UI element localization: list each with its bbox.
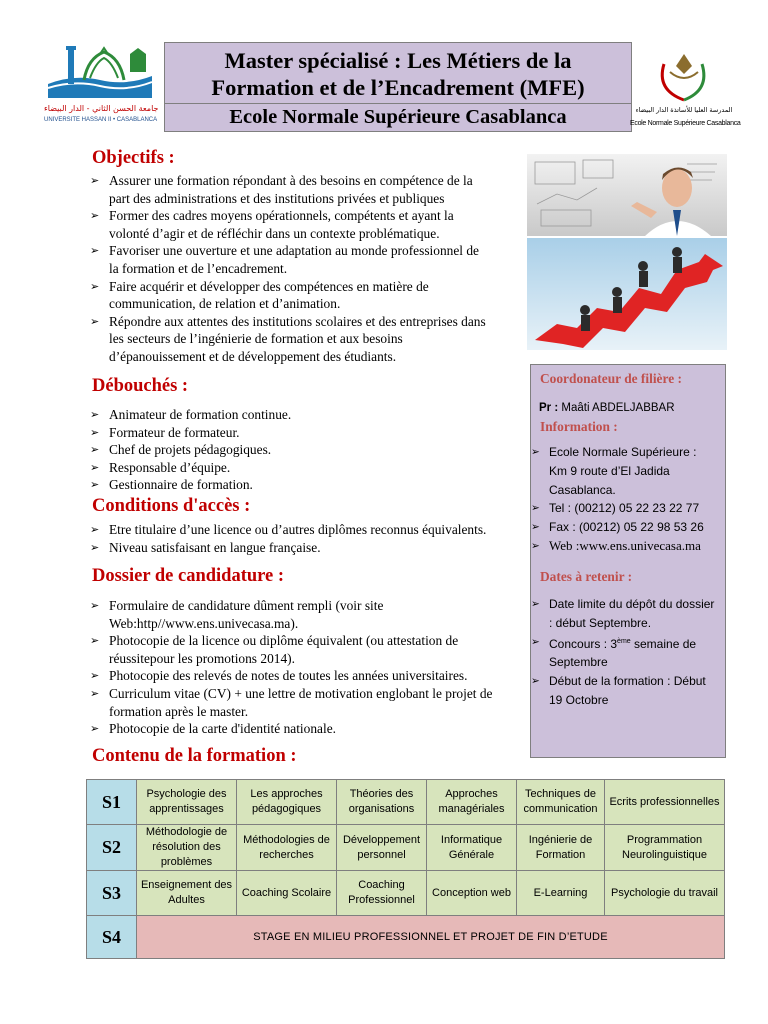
module-cell: Psychologie du travail bbox=[605, 871, 725, 916]
list-item: ➢ Photocopie de la carte d'identité nationale. bbox=[90, 720, 520, 738]
objectifs-list bbox=[90, 172, 488, 366]
conditions-heading: Conditions d'accès : bbox=[92, 496, 251, 516]
date-concours: ➢ Concours : 3ème semaine de Septembre bbox=[531, 633, 721, 673]
module-cell: Coaching Scolaire bbox=[237, 871, 337, 916]
module-cell: Conception web bbox=[427, 871, 517, 916]
information-list bbox=[531, 443, 723, 556]
info-fax: ➢ Fax : (00212) 05 22 98 53 26 bbox=[531, 518, 723, 537]
stage-cell: STAGE EN MILIEU PROFESSIONNEL ET PROJET DE FIN D’ETUDE bbox=[137, 916, 725, 959]
date-deadline: ➢ Date limite du dépôt du dossier : début Septembre. bbox=[531, 595, 721, 633]
module-cell: Théories des organisations bbox=[337, 780, 427, 825]
coordinator-heading: Coordonateur de filière : bbox=[540, 371, 682, 386]
semester-cell: S4 bbox=[87, 916, 137, 959]
info-address: ➢ Ecole Normale Supérieure : Km 9 route d’El Jadida Casablanca. bbox=[531, 443, 723, 499]
list-item: ➢ Favoriser une ouverture et une adaptation au monde professionnel de la formation et de l’encadrement. bbox=[90, 242, 488, 277]
conditions-list bbox=[90, 521, 526, 556]
school-name: Ecole Normale Supérieure Casablanca bbox=[229, 106, 567, 128]
module-cell: Les approches pédagogiques bbox=[237, 780, 337, 825]
logo-right-text: Ecole Normale Supérieure Casablanca bbox=[630, 120, 741, 127]
table-row bbox=[87, 780, 725, 825]
date-start: ➢ Début de la formation : Début 19 Octobre bbox=[531, 672, 721, 710]
semester-cell: S2 bbox=[87, 825, 137, 871]
list-item: ➢ Etre titulaire d’une licence ou d’autres diplômes reconnus équivalents. bbox=[90, 521, 526, 539]
page-title-line2: Formation et de l’Encadrement (MFE) bbox=[211, 75, 585, 100]
table-row bbox=[87, 871, 725, 916]
info-web: ➢ Web :www.ens.univecasa.ma bbox=[531, 537, 723, 556]
module-cell: Méthodologie de résolution des problèmes bbox=[137, 825, 237, 871]
university-logo bbox=[44, 44, 159, 128]
module-cell: Psychologie des apprentissages bbox=[137, 780, 237, 825]
logo-left-arabic: جامعة الحسن الثاني - الدار البيضاء bbox=[44, 104, 159, 113]
contenu-heading: Contenu de la formation : bbox=[92, 746, 297, 766]
coordinator-name bbox=[539, 399, 675, 418]
list-item: ➢ Responsable d’équipe. bbox=[90, 459, 510, 477]
information-heading: Information : bbox=[540, 419, 618, 434]
module-cell: Techniques de communication bbox=[517, 780, 605, 825]
list-item: ➢ Animateur de formation continue. bbox=[90, 406, 510, 424]
module-cell: Ecrits professionnelles bbox=[605, 780, 725, 825]
table-row bbox=[87, 916, 725, 959]
module-cell: Informatique Générale bbox=[427, 825, 517, 871]
list-item: ➢ Gestionnaire de formation. bbox=[90, 476, 510, 494]
list-item: ➢ Curriculum vitae (CV) + une lettre de motivation englobant le projet de formation après le master. bbox=[90, 685, 520, 720]
ens-emblem-icon bbox=[630, 44, 738, 104]
debouches-heading: Débouchés : bbox=[92, 376, 189, 396]
dates-list bbox=[531, 595, 721, 710]
module-cell: Programmation Neurolinguistique bbox=[605, 825, 725, 871]
module-cell: Enseignement des Adultes bbox=[137, 871, 237, 916]
list-item: ➢ Former des cadres moyens opérationnels, compétents et ayant la volonté d’agir et de réfléchir dans un contexte problématique. bbox=[90, 207, 488, 242]
module-cell: E-Learning bbox=[517, 871, 605, 916]
semester-cell: S3 bbox=[87, 871, 137, 916]
title-box bbox=[164, 42, 632, 132]
curriculum-table bbox=[86, 779, 725, 959]
university-emblem-icon bbox=[44, 44, 159, 128]
list-item: ➢ Chef de projets pédagogiques. bbox=[90, 441, 510, 459]
dates-heading: Dates à retenir : bbox=[540, 569, 633, 584]
module-cell: Développement personnel bbox=[337, 825, 427, 871]
page-title-line1: Master spécialisé : Les Métiers de la bbox=[224, 48, 572, 73]
business-growth-illustration-icon bbox=[527, 154, 727, 350]
list-item: ➢ Formulaire de candidature dûment rempli (voir site Web:http//www.ens.univecasa.ma). bbox=[90, 597, 520, 632]
logo-right-arabic: المدرسة العليا للأساتذة الدار البيضاء bbox=[635, 106, 733, 114]
info-sidebox bbox=[530, 364, 726, 758]
objectifs-heading: Objectifs : bbox=[92, 148, 175, 168]
coordinator-prefix: Pr : bbox=[539, 402, 562, 414]
dossier-heading: Dossier de candidature : bbox=[92, 566, 285, 586]
dossier-list bbox=[90, 597, 520, 738]
illustration-image bbox=[527, 154, 727, 350]
list-item: ➢ Niveau satisfaisant en langue française. bbox=[90, 539, 526, 557]
debouches-list bbox=[90, 406, 510, 494]
module-cell: Coaching Professionnel bbox=[337, 871, 427, 916]
list-item: ➢ Formateur de formateur. bbox=[90, 424, 510, 442]
list-item: ➢ Faire acquérir et développer des compétences en matière de communication, de relation et d’animation. bbox=[90, 278, 488, 313]
module-cell: Méthodologies de recherches bbox=[237, 825, 337, 871]
list-item: ➢ Photocopie des relevés de notes de toutes les années universitaires. bbox=[90, 667, 520, 685]
list-item: ➢ Photocopie de la licence ou diplôme équivalent (ou attestation de réussitepour les promotions 2014). bbox=[90, 632, 520, 667]
list-item: ➢ Assurer une formation répondant à des besoins en compétence de la part des administrations et des institutions privées et publiques bbox=[90, 172, 488, 207]
semester-cell: S1 bbox=[87, 780, 137, 825]
list-item: ➢ Répondre aux attentes des institutions scolaires et des entreprises dans les secteurs de l’ingénierie de formation et aux besoins d’épanouissement et de développement des étudiants. bbox=[90, 313, 488, 366]
module-cell: Approches managériales bbox=[427, 780, 517, 825]
logo-left-text: UNIVERSITE HASSAN II • CASABLANCA bbox=[44, 117, 158, 123]
module-cell: Ingénierie de Formation bbox=[517, 825, 605, 871]
table-row bbox=[87, 825, 725, 871]
ens-logo bbox=[630, 44, 741, 134]
info-tel: ➢ Tel : (00212) 05 22 23 22 77 bbox=[531, 499, 723, 518]
coordinator-fullname: Maâti ABDELJABBAR bbox=[561, 402, 675, 414]
